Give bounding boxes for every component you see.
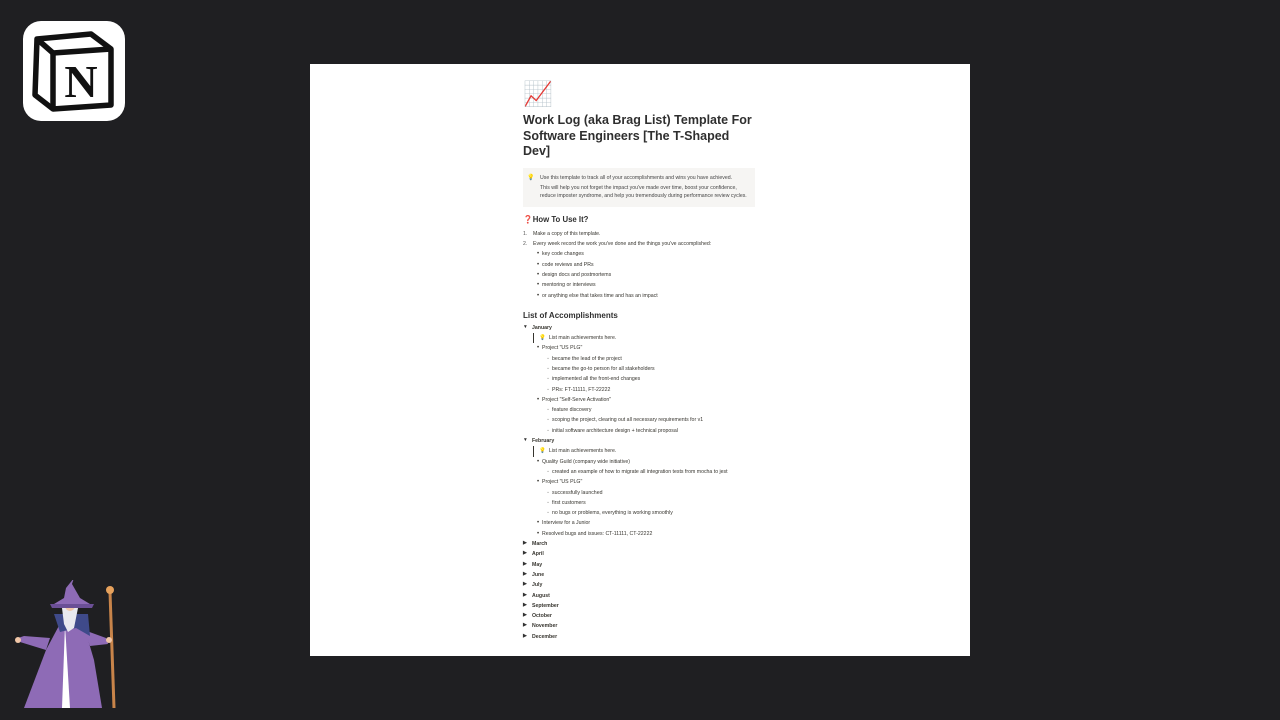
toggle-november[interactable]: [523, 621, 755, 631]
bullet-icon: •: [536, 292, 540, 299]
list-item-text: PRs: FT-11111, FT-22222: [552, 386, 611, 393]
svg-text:N: N: [64, 56, 98, 107]
list-item[interactable]: [523, 354, 755, 364]
step-text: Every week record the work you've done and the things you've accomplished:: [533, 241, 712, 248]
toggle-closed-icon[interactable]: ▶: [523, 561, 527, 567]
toggle-march[interactable]: [523, 539, 755, 549]
toggle-february[interactable]: [523, 436, 755, 446]
quote-block[interactable]: [523, 333, 755, 343]
numbered-item[interactable]: [523, 239, 755, 249]
toggle-closed-icon[interactable]: ▶: [523, 613, 527, 619]
list-item-text: no bugs or problems, everything is working smoothly: [552, 510, 673, 517]
toggle-label: May: [532, 561, 543, 568]
bullet-icon: •: [536, 251, 540, 258]
list-item[interactable]: [523, 343, 755, 353]
bullet-icon: •: [536, 282, 540, 289]
toggle-closed-icon[interactable]: ▶: [523, 571, 527, 577]
bullet-icon: •: [536, 345, 540, 352]
list-item[interactable]: [523, 518, 755, 528]
list-item-text: first customers: [552, 499, 586, 506]
toggle-label: March: [532, 541, 548, 548]
toggle-closed-icon[interactable]: ▶: [523, 551, 527, 557]
toggle-august[interactable]: [523, 591, 755, 601]
circle-bullet-icon: ◦: [547, 376, 549, 383]
accomplishments-heading[interactable]: List of Accomplishments: [523, 310, 618, 320]
circle-bullet-icon: ◦: [547, 489, 549, 496]
list-item[interactable]: [523, 477, 755, 487]
step-text: Make a copy of this template.: [533, 230, 601, 237]
toggle-october[interactable]: [523, 611, 755, 621]
notion-logo-icon: [23, 21, 125, 121]
list-item[interactable]: [523, 364, 755, 374]
toggle-april[interactable]: [523, 549, 755, 559]
toggle-closed-icon[interactable]: ▶: [523, 633, 527, 639]
list-item-text: Project "Self-Serve Activation": [542, 396, 612, 403]
circle-bullet-icon: ◦: [547, 417, 549, 424]
list-item-text: successfully launched: [552, 489, 603, 496]
toggle-label: August: [532, 592, 550, 599]
list-item[interactable]: [523, 385, 755, 395]
number-marker: 2.: [523, 241, 528, 248]
list-item-text: became the go-to person for all stakeholders: [552, 365, 655, 372]
bullet-icon: •: [536, 271, 540, 278]
callout-text: [540, 174, 749, 201]
list-item-text: Project "US PLG": [542, 345, 583, 352]
list-item[interactable]: [523, 488, 755, 498]
list-item-text: created an example of how to migrate all integration tests from mocha to jest: [552, 468, 728, 475]
list-item[interactable]: [523, 260, 755, 270]
quote-text: List main achievements here.: [548, 335, 617, 342]
list-item[interactable]: [523, 270, 755, 280]
list-item-text: implemented all the front-end changes: [552, 376, 641, 383]
circle-bullet-icon: ◦: [547, 510, 549, 517]
chart-increasing-icon[interactable]: 📈: [523, 81, 553, 108]
bullet-icon: •: [536, 396, 540, 403]
list-item-text: scoping the project, clearing out all necessary requirements for v1: [552, 417, 704, 424]
toggle-closed-icon[interactable]: ▶: [523, 592, 527, 598]
circle-bullet-icon: ◦: [547, 407, 549, 414]
toggle-closed-icon[interactable]: ▶: [523, 602, 527, 608]
toggle-september[interactable]: [523, 601, 755, 611]
quote-block[interactable]: [523, 446, 755, 456]
bullet-icon: •: [536, 261, 540, 268]
list-item-text: feature discovery: [552, 407, 592, 414]
toggle-label: September: [532, 602, 559, 609]
callout-line-2: This will help you not forget the impact you've made over time, boost your confidence, reduce imposter syndrome, and help you tremendously during performance review cycles.: [540, 184, 747, 200]
callout-block[interactable]: [523, 168, 755, 207]
list-item[interactable]: [523, 291, 755, 301]
list-item-text: key code changes: [542, 251, 584, 258]
list-item-text: Quality Guild (company wide initiative): [542, 458, 630, 465]
list-item-text: Resolved bugs and issues: CT-11111, CT-22222: [542, 530, 653, 537]
list-item-text: initial software architecture design + technical proposal: [552, 427, 678, 434]
toggle-open-icon[interactable]: ▼: [523, 324, 528, 330]
toggle-may[interactable]: [523, 560, 755, 570]
list-item[interactable]: [523, 374, 755, 384]
list-item[interactable]: [523, 457, 755, 467]
list-item[interactable]: [523, 415, 755, 425]
numbered-item[interactable]: [523, 229, 755, 239]
circle-bullet-icon: ◦: [547, 468, 549, 475]
quote-text: List main achievements here.: [548, 448, 617, 455]
lightbulb-icon: 💡: [539, 335, 546, 342]
toggle-label: June: [532, 571, 545, 578]
toggle-label: April: [532, 551, 544, 558]
toggle-open-icon[interactable]: ▼: [523, 438, 528, 444]
toggle-label: January: [532, 324, 552, 331]
wizard-illustration: [10, 580, 122, 716]
list-item[interactable]: [523, 249, 755, 259]
list-item-text: Interview for a Junior: [542, 520, 591, 527]
list-item[interactable]: [523, 395, 755, 405]
list-item[interactable]: [523, 426, 755, 436]
list-item[interactable]: [523, 498, 755, 508]
circle-bullet-icon: ◦: [547, 386, 549, 393]
notion-logo: [23, 21, 125, 121]
bullet-icon: •: [536, 530, 540, 537]
bullet-icon: •: [536, 479, 540, 486]
list-item-text: design docs and postmortems: [542, 271, 612, 278]
list-item[interactable]: [523, 405, 755, 415]
bullet-icon: •: [536, 458, 540, 465]
document-content: [523, 82, 755, 642]
list-item-text: became the lead of the project: [552, 355, 622, 362]
lightbulb-icon: 💡: [539, 448, 546, 455]
toggle-july[interactable]: [523, 580, 755, 590]
lightbulb-icon: 💡: [527, 174, 535, 181]
number-marker: 1.: [523, 230, 528, 237]
quote-bar: [533, 446, 616, 456]
toggle-closed-icon[interactable]: ▶: [523, 582, 527, 588]
toggle-label: November: [532, 623, 558, 630]
toggle-label: July: [532, 582, 543, 589]
circle-bullet-icon: ◦: [547, 355, 549, 362]
toggle-december[interactable]: [523, 632, 755, 642]
page-title[interactable]: Work Log (aka Brag List) Template For Software Engineers [The T-Shaped Dev]: [523, 113, 752, 158]
notion-page: [310, 64, 970, 656]
list-item-text: mentoring or interviews: [542, 282, 596, 289]
toggle-closed-icon[interactable]: ▶: [523, 623, 527, 629]
bullet-icon: •: [536, 520, 540, 527]
toggle-january[interactable]: [523, 323, 755, 333]
list-item-text: code reviews and PRs: [542, 261, 594, 268]
list-item[interactable]: [523, 508, 755, 518]
quote-bar: [533, 333, 616, 343]
list-item[interactable]: [523, 280, 755, 290]
list-item[interactable]: [523, 529, 755, 539]
how-to-heading[interactable]: ❓How To Use It?: [523, 214, 589, 224]
toggle-june[interactable]: [523, 570, 755, 580]
list-item-text: or anything else that takes time and has an impact: [542, 292, 658, 299]
toggle-label: December: [532, 633, 558, 640]
list-item[interactable]: [523, 467, 755, 477]
circle-bullet-icon: ◦: [547, 499, 549, 506]
toggle-label: February: [532, 438, 555, 445]
circle-bullet-icon: ◦: [547, 427, 549, 434]
callout-line-1: Use this template to track all of your accomplishments and wins you have achieved.: [540, 174, 733, 181]
list-item-text: Project "US PLG": [542, 479, 583, 486]
circle-bullet-icon: ◦: [547, 365, 549, 372]
toggle-label: October: [532, 613, 552, 620]
toggle-closed-icon[interactable]: ▶: [523, 541, 527, 547]
